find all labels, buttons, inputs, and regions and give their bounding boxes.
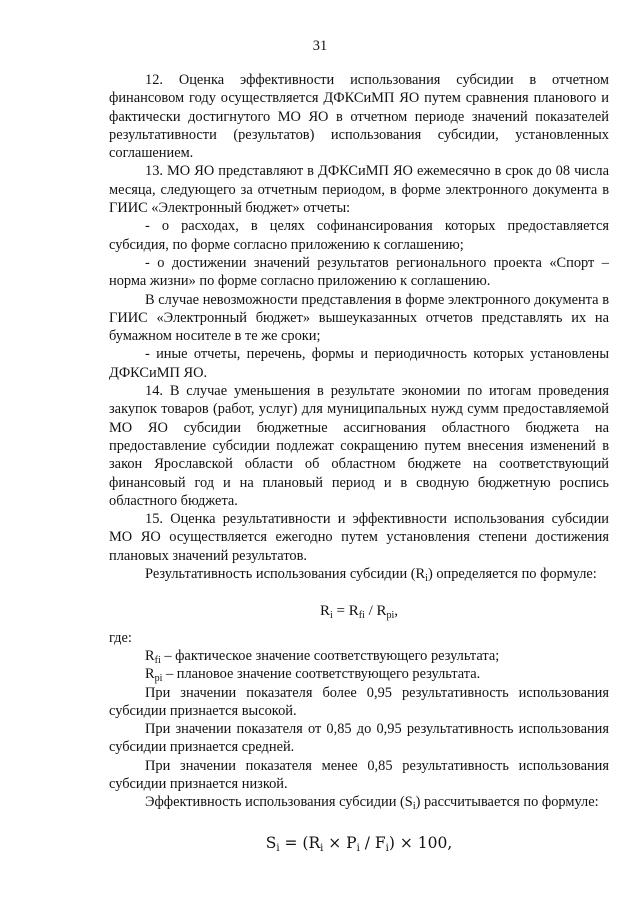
paragraph-12: 12. Оценка эффективности использования субсидии в отчетном финансовом году осуществляется ДФКСиМП ЯО путем сравнения планового и фактически достигнутого МО ЯО в отчетном периоде значений показателей результативности (результатов) использования субсидии, установленных соглашением. xyxy=(109,72,609,162)
paragraph-13-paper: В случае невозможности представления в форме электронного документа в ГИИС «Электронный бюджет» вышеуказанных отчетов представлять их на бумажном носителе в те же сроки; xyxy=(109,291,609,345)
paragraph-13: 13. МО ЯО представляют в ДФКСиМП ЯО ежемесячно в срок до 08 числа месяца, следующего за отчетным периодом, в форме электронного документа в ГИИС «Электронный бюджет» отчеты: xyxy=(109,163,609,217)
document-body xyxy=(109,71,609,852)
paragraph-15: 15. Оценка результативности и эффективности использования субсидии МО ЯО осуществляется ежегодно путем установления степени достижения плановых значений результатов. xyxy=(109,511,609,564)
threshold-medium: При значении показателя от 0,85 до 0,95 результативность использования субсидии признается средней. xyxy=(109,721,609,756)
efficiency-intro: Эффективность использования субсидии $(S_i)$ рассчитывается по формуле: xyxy=(145,794,599,813)
where-label: где: xyxy=(109,629,132,646)
effectiveness-intro: Результативность использования субсидии $(R_i)$ определяется по формуле: xyxy=(145,566,597,585)
paragraph-13-other: - иные отчеты, перечень, формы и периодичность которых установлены ДФКСиМП ЯО. xyxy=(109,346,609,381)
paragraph-13-expenses: - о расходах, в целях софинансирования которых предоставляется субсидия, по форме согласно приложению к соглашению; xyxy=(109,218,609,253)
definition-rfi: $R_{fi}$ – фактическое значение соответствующего результата; xyxy=(145,647,500,666)
definition-rpi: $R_{pi}$ – плановое значение соответствующего результата. xyxy=(145,666,481,685)
threshold-high: При значении показателя более 0,95 результативность использования субсидии признается высокой. xyxy=(109,684,609,719)
page-number: 31 xyxy=(312,38,328,54)
paragraph-14: 14. В случае уменьшения в результате экономии по итогам проведения закупок товаров (работ, услуг) для муниципальных нужд сумм предоставляемой МО ЯО субсидии бюджетные ассигнования областного бюджета на предоставление субсидии подлежат сокращению путем внесения изменений в закон Ярославской области об областном бюджете на соответствующий финансовый год и на плановый период и в сводную бюджетную роспись областного бюджета. xyxy=(109,383,609,509)
threshold-low: При значении показателя менее 0,85 результативность использования субсидии признается низкой. xyxy=(109,757,609,792)
paragraph-13-results: - о достижении значений результатов регионального проекта «Спорт – норма жизни» по форме согласно приложению к соглашению. xyxy=(109,254,609,290)
formula-si: $S_i = (R_i \times P_i / F_i) \times 100$, xyxy=(265,833,453,854)
formula-ri: $R_i = R_{fi} / R_{pi}$, xyxy=(319,603,399,622)
